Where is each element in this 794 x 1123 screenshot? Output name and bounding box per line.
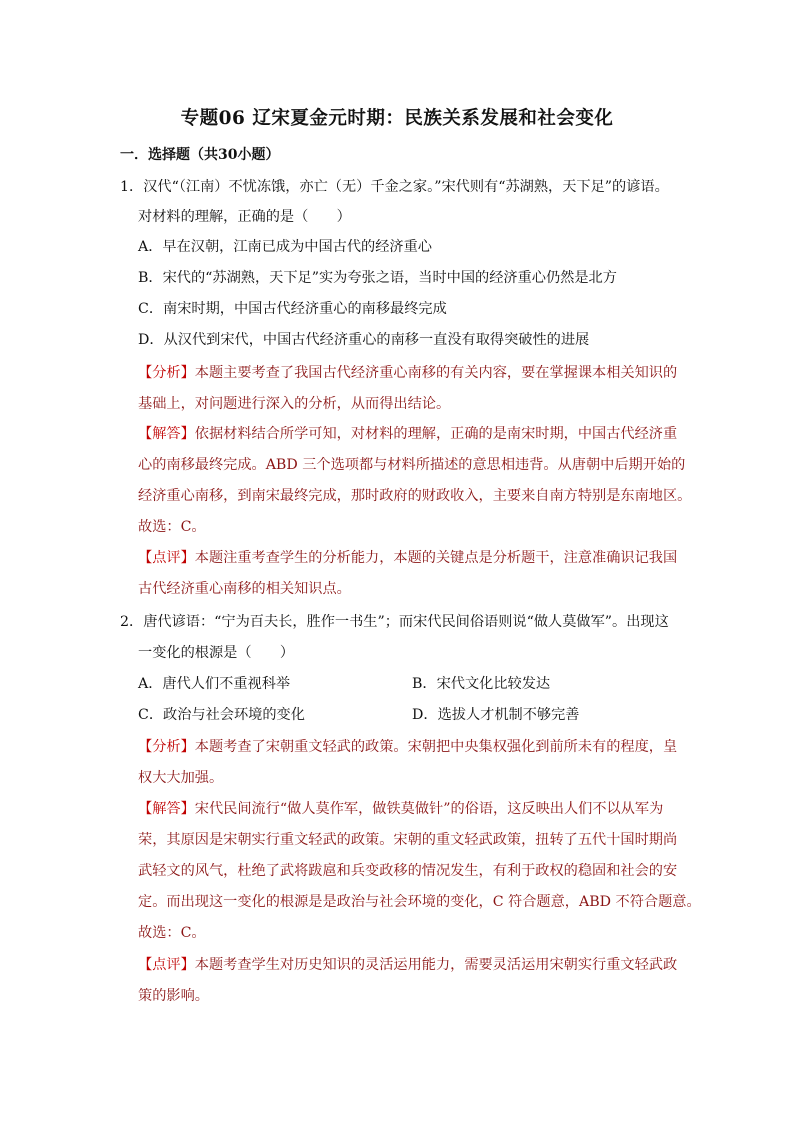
question-2-answer-line-3: 武轻文的风气，杜绝了武将跋扈和兵变政移的情况发生，有利于政权的稳固和社会的安	[138, 863, 678, 879]
comment-text: 本题考查学生对历史知识的灵活运用能力，需要灵活运用宋朝实行重文轻武政	[194, 957, 678, 973]
question-1-answer-line-1	[138, 424, 677, 444]
question-1-answer-line-3: 经济重心南移，到南宋最终完成，那时政府的财政收入，主要来自南方特别是东南地区。	[138, 488, 692, 504]
question-1-option-d: D．从汉代到宋代，中国古代经济重心的南移一直没有取得突破性的进展	[138, 332, 590, 348]
answer-tag: 【解答】	[138, 801, 195, 817]
answer-tag: 【解答】	[138, 426, 195, 442]
question-1-stem-line-1: 1．汉代“（江南）不忧冻饿，亦亡（无）千金之家。”宋代则有“苏湖熟，天下足”的谚语。	[120, 179, 669, 195]
question-2-analysis-line-2: 权大大加强。	[138, 770, 224, 786]
question-1-analysis-line-1	[138, 363, 677, 383]
answer-text: 宋代民间流行“做人莫作军，做铁莫做针”的俗语，这反映出人们不以从军为	[194, 801, 664, 817]
comment-text: 本题注重考查学生的分析能力，本题的关键点是分析题干，注意准确识记我国	[194, 550, 678, 566]
question-2-answer-line-4: 定。而出现这一变化的根源是是政治与社会环境的变化，C 符合题意，ABD 不符合题意。	[138, 894, 701, 910]
question-1-comment-line-2: 古代经济重心南移的相关知识点。	[138, 581, 351, 597]
question-1-analysis-line-2: 基础上，对问题进行深入的分析，从而得出结论。	[138, 396, 451, 412]
question-1-option-c: C．南宋时期，中国古代经济重心的南移最终完成	[138, 301, 447, 317]
document-title: 专题06 辽宋夏金元时期：民族关系发展和社会变化	[180, 108, 614, 129]
analysis-tag: 【分析】	[138, 739, 195, 755]
comment-tag: 【点评】	[138, 957, 195, 973]
question-1-answer-line-2: 心的南移最终完成。ABD 三个选项都与材料所描述的意思相违背。从唐朝中后期开始的	[138, 457, 686, 473]
question-2-answer-line-1	[138, 799, 663, 819]
question-2-option-d: D．选拔人才机制不够完善	[412, 707, 580, 723]
question-2-stem-line-1: 2．唐代谚语：“宁为百夫长，胜作一书生”；而宋代民间俗语则说“做人莫做军”。出现这	[120, 614, 669, 630]
question-2-comment-line-1	[138, 955, 677, 975]
answer-text: 依据材料结合所学可知，对材料的理解，正确的是南宋时期，中国古代经济重	[194, 426, 678, 442]
question-1-answer-line-4: 故选：C。	[138, 519, 206, 535]
question-2-option-b: B．宋代文化比较发达	[412, 676, 551, 692]
question-2-comment-line-2: 策的影响。	[138, 988, 209, 1004]
analysis-text: 本题考查了宋朝重文轻武的政策。宋朝把中央集权强化到前所未有的程度，皇	[194, 739, 678, 755]
question-2-stem-line-2: 一变化的根源是（ ）	[138, 645, 295, 661]
analysis-tag: 【分析】	[138, 365, 195, 381]
question-1-option-a: A．早在汉朝，江南已成为中国古代的经济重心	[138, 239, 432, 255]
question-1-comment-line-1	[138, 548, 677, 568]
question-2-answer-line-2: 荣，其原因是宋朝实行重文轻武的政策。宋朝的重文轻武政策，扭转了五代十国时期尚	[138, 832, 678, 848]
analysis-text: 本题主要考查了我国古代经济重心南移的有关内容，要在掌握课本相关知识的	[194, 365, 678, 381]
section-heading: 一．选择题（共30小题）	[120, 147, 280, 163]
comment-tag: 【点评】	[138, 550, 195, 566]
question-2-answer-line-5: 故选：C。	[138, 925, 206, 941]
question-2-option-a: A．唐代人们不重视科举	[138, 676, 291, 692]
question-1-option-b: B．宋代的“苏湖熟，天下足”实为夸张之语，当时中国的经济重心仍然是北方	[138, 270, 617, 286]
question-2-option-c: C．政治与社会环境的变化	[138, 707, 305, 723]
question-2-analysis-line-1	[138, 737, 677, 757]
question-1-stem-line-2: 对材料的理解，正确的是（ ）	[138, 209, 351, 225]
